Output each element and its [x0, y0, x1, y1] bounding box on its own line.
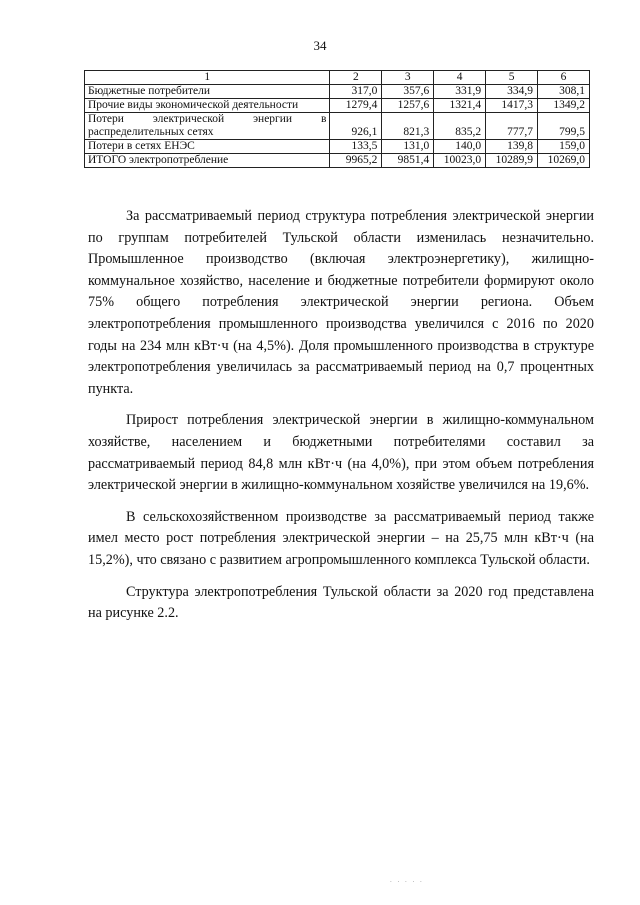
header-cell: 2	[330, 71, 382, 85]
row-label: Потери в сетях ЕНЭС	[85, 140, 330, 154]
table-cell: 10269,0	[538, 154, 590, 168]
row-label: ИТОГО электропотребление	[85, 154, 330, 168]
body-text	[88, 206, 594, 635]
header-cell: 4	[434, 71, 486, 85]
paragraph: Структура электропотребления Тульской области за 2020 год представлена на рисунке 2.2.	[88, 583, 594, 622]
paragraph: Прирост потребления электрической энергии в жилищно-коммунальном хозяйстве, населением и бюджетными потребителями составил за рассматриваемый период 84,8 млн кВт·ч (на 4,0%), при этом объем потребления электрической энергии в жилищно-коммунальном хозяйстве увеличился на 19,6%.	[88, 412, 594, 494]
table-cell: 835,2	[434, 113, 486, 140]
table-cell: 140,0	[434, 140, 486, 154]
header-cell: 6	[538, 71, 590, 85]
table-row	[85, 85, 590, 99]
header-cell: 1	[85, 71, 330, 85]
table-cell: 10289,9	[486, 154, 538, 168]
data-table	[84, 70, 590, 168]
scan-artifact: . . . . .	[390, 876, 424, 884]
table-cell: 926,1	[330, 113, 382, 140]
header-cell: 3	[382, 71, 434, 85]
table-cell: 331,9	[434, 85, 486, 99]
table-cell: 159,0	[538, 140, 590, 154]
table-cell: 9851,4	[382, 154, 434, 168]
table-row	[85, 140, 590, 154]
table-cell: 139,8	[486, 140, 538, 154]
table-cell: 308,1	[538, 85, 590, 99]
paragraph: В сельскохозяйственном производстве за рассматриваемый период также имел место рост потребления электрической энергии – на 25,75 млн кВт·ч (на 15,2%), что связано с развитием агропромышленного комплекса Тульской области.	[88, 508, 594, 568]
table-cell: 357,6	[382, 85, 434, 99]
row-label: Потери электрической энергии в распределительных сетях	[85, 113, 330, 140]
table-cell: 1417,3	[486, 99, 538, 113]
table-cell: 334,9	[486, 85, 538, 99]
table-row	[85, 113, 590, 140]
table-cell: 777,7	[486, 113, 538, 140]
table-cell: 9965,2	[330, 154, 382, 168]
paragraph: За рассматриваемый период структура потребления электрической энергии по группам потребителей Тульской области изменилась незначительно. Промышленное производство (включая электроэнергетику), жилищно-коммунальное хозяйство, население и бюджетные потребители формируют около 75% общего потребления электрической энергии региона. Объем электропотребления промышленного производства увеличился с 2016 по 2020 годы на 234 млн кВт·ч (на 4,5%). Доля промышленного производства в структуре электропотребления увеличилась за рассматриваемый период на 0,7 процентных пункта.	[88, 208, 594, 397]
row-label: Прочие виды экономической деятельности	[85, 99, 330, 113]
table-cell: 10023,0	[434, 154, 486, 168]
table-cell: 1349,2	[538, 99, 590, 113]
table-cell: 131,0	[382, 140, 434, 154]
row-label: Бюджетные потребители	[85, 85, 330, 99]
header-cell: 5	[486, 71, 538, 85]
table-cell: 317,0	[330, 85, 382, 99]
table-cell: 1279,4	[330, 99, 382, 113]
table-cell: 821,3	[382, 113, 434, 140]
table-cell: 799,5	[538, 113, 590, 140]
table-cell: 1257,6	[382, 99, 434, 113]
table-cell: 1321,4	[434, 99, 486, 113]
table-header-row	[85, 71, 590, 85]
page-number: 34	[313, 38, 327, 53]
table-cell: 133,5	[330, 140, 382, 154]
table-row	[85, 99, 590, 113]
table-row-total	[85, 154, 590, 168]
